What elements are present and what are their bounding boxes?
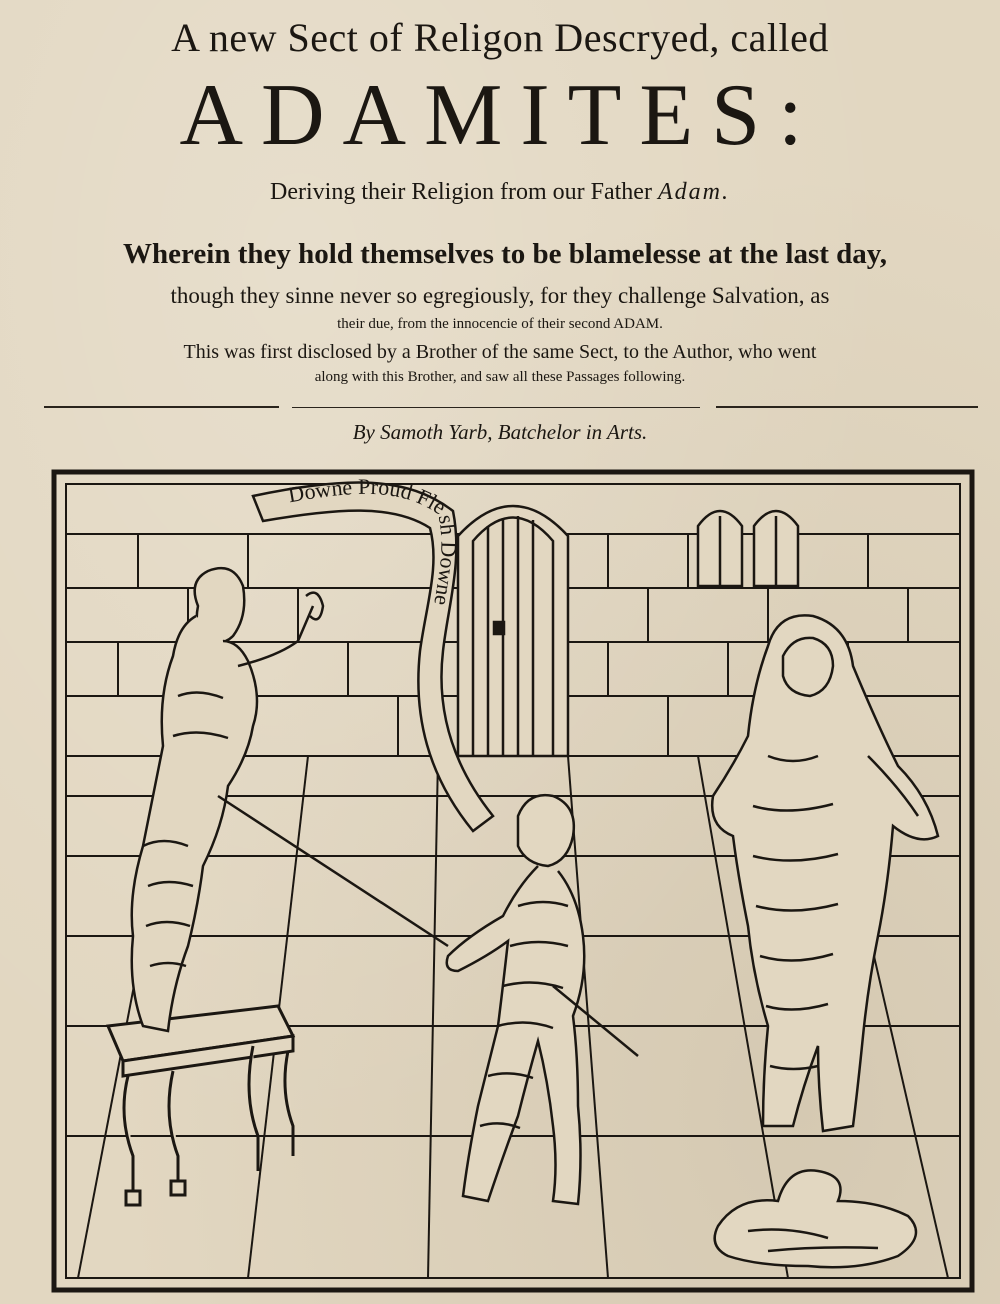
banner-text: Downe Proud Flesh Downe — [286, 473, 462, 608]
byline: By Samoth Yarb, Batchelor in Arts. — [352, 420, 648, 444]
title-adamites: ADAMITES: — [179, 67, 821, 164]
paragraph-line-1: Wherein they hold themselves to be blamelesse at the last day, — [123, 238, 887, 270]
divider-rule-right — [716, 406, 978, 408]
divider-rule-center — [292, 407, 700, 408]
title-line-3-name: Adam. — [657, 179, 730, 205]
stool — [108, 1006, 293, 1205]
title-line-3-prefix: Deriving their Religion from our Father — [270, 179, 658, 205]
paragraph-line-2: though they sinne never so egregiously, for they challenge Salvation, as — [170, 283, 830, 308]
arched-door — [458, 506, 568, 756]
paragraph-line-4: This was first disclosed by a Brother of the same Sect, to the Author, who went — [183, 341, 817, 363]
paragraph-line-3: their due, from the innocencie of their second ADAM. — [337, 316, 663, 332]
arched-windows — [698, 511, 798, 586]
discarded-garment — [715, 1170, 916, 1267]
woman-figure — [712, 615, 938, 1131]
preacher-figure — [132, 568, 448, 1031]
paragraph-line-5: along with this Brother, and saw all these Passages following. — [314, 369, 686, 385]
woodcut-illustration — [48, 466, 978, 1296]
title-line-3 — [0, 179, 1000, 206]
divider-rule-left — [44, 406, 279, 408]
title-line-1: A new Sect of Religon Descryed, called — [171, 15, 829, 60]
